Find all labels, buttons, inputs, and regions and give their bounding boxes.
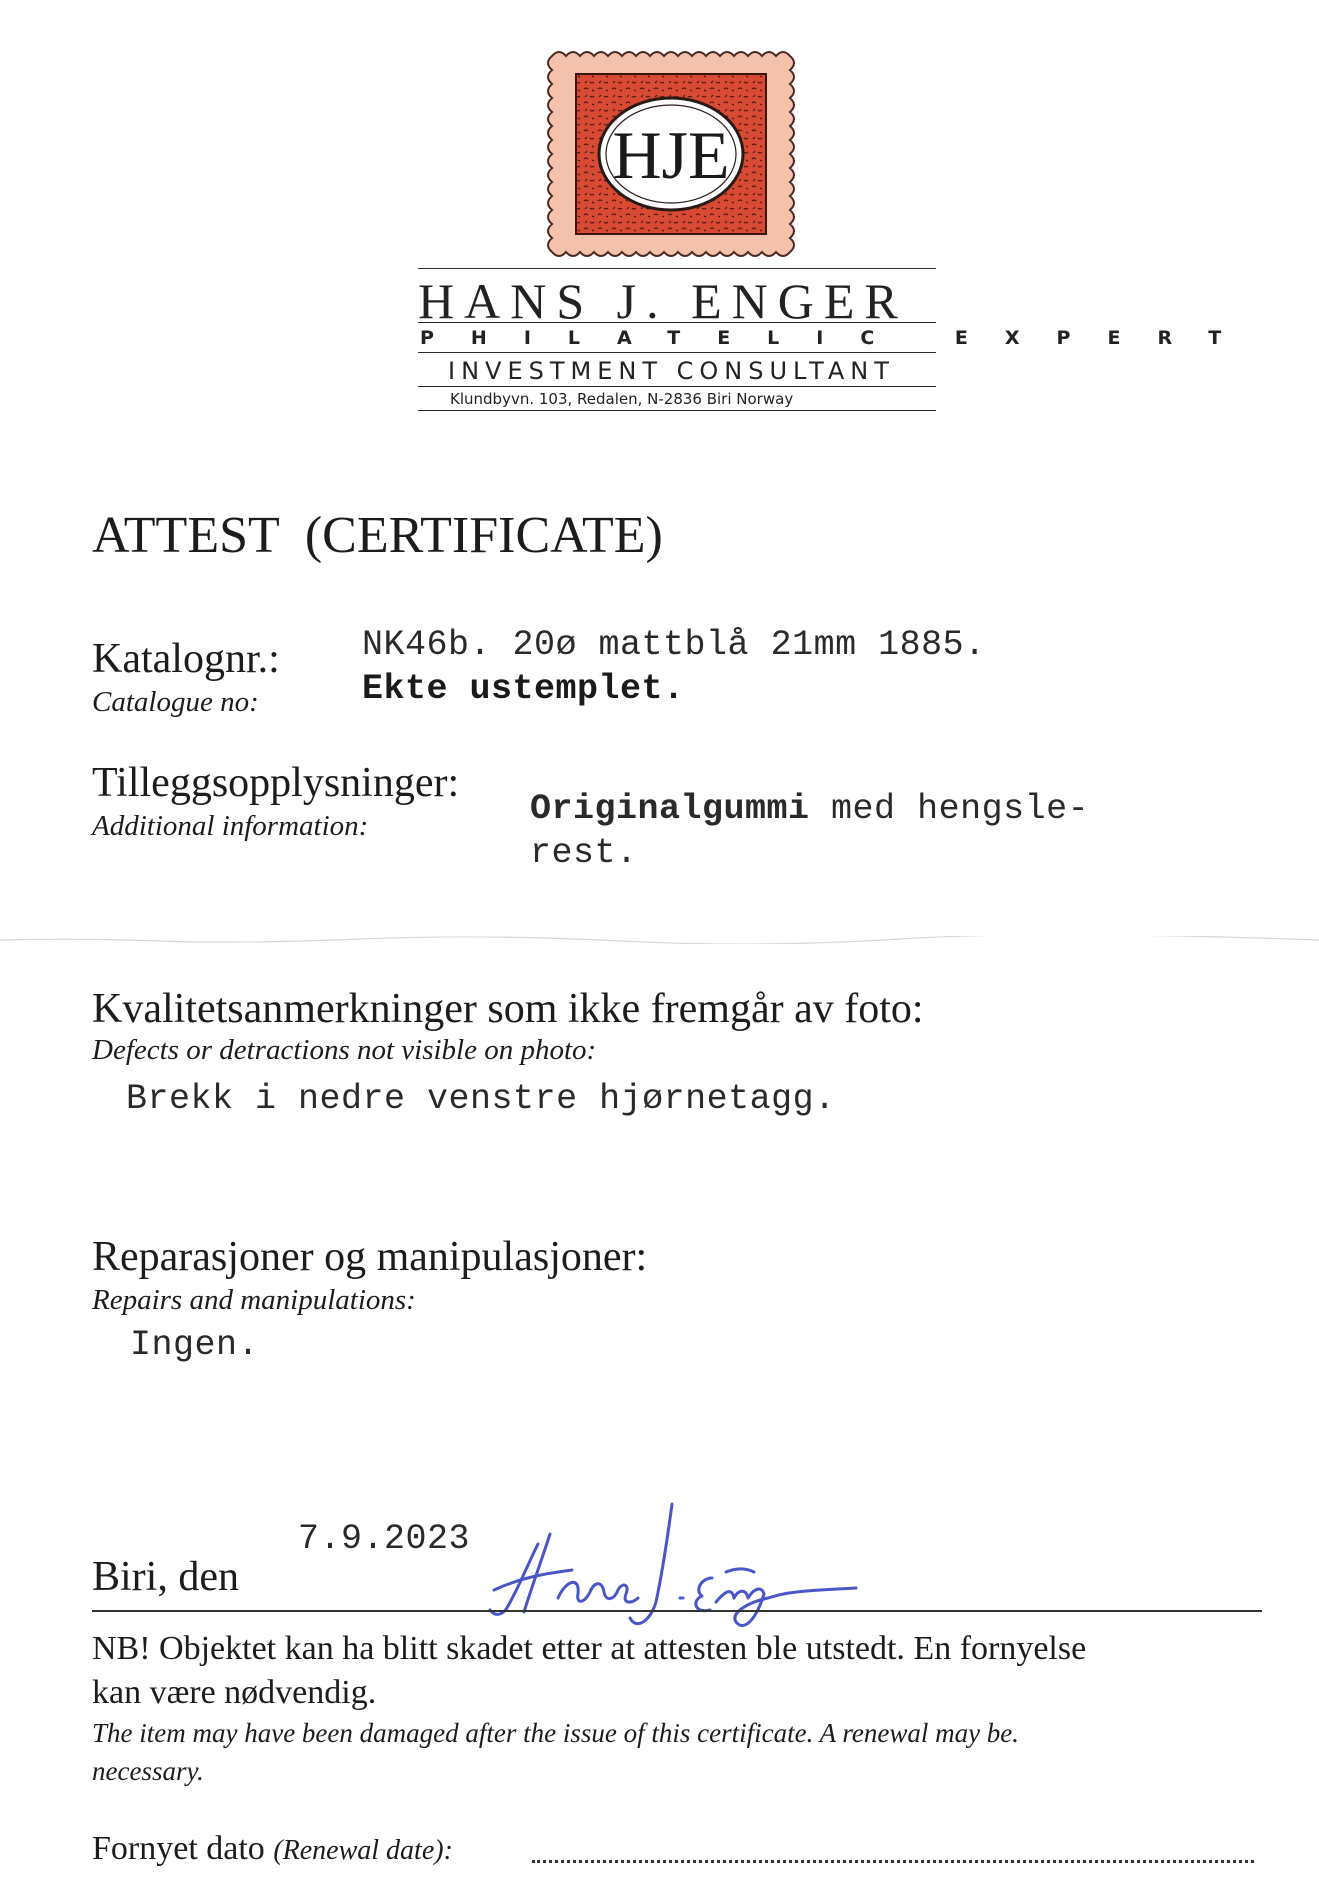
expert-name: HANS J. ENGER [418, 273, 908, 329]
catalogue-value-line1: NK46b. 20ø mattblå 21mm 1885. [362, 625, 986, 665]
renewal-date-field[interactable] [532, 1860, 1254, 1863]
notice-line2-en: necessary. [92, 1756, 204, 1786]
catalogue-label: Katalognr.: [92, 636, 280, 682]
date-value: 7.9.2023 [298, 1519, 471, 1559]
renewal-label: Fornyet dato [92, 1830, 265, 1867]
additional-value-line1 [530, 789, 1090, 829]
repairs-label: Reparasjoner og manipulasjoner: [92, 1234, 648, 1280]
additional-value-bold: Originalgummi [530, 789, 810, 829]
additional-label-en: Additional information: [92, 810, 369, 842]
defects-value: Brekk i nedre venstre hjørnetagg. [126, 1079, 836, 1119]
renewal-label-en: (Renewal date): [273, 1835, 453, 1866]
additional-value-line2: rest. [530, 833, 638, 873]
handwritten-signature [480, 1494, 870, 1634]
catalogue-label-en: Catalogue no: [92, 686, 259, 718]
renewal-label-row [92, 1832, 453, 1866]
expert-subtitle: INVESTMENT CONSULTANT [448, 357, 895, 385]
additional-value-rest: med hengsle- [809, 789, 1090, 829]
expert-title: PHILATELIC EXPERT [420, 327, 1259, 349]
hje-stamp-logo [540, 44, 805, 266]
paper-fold-line [0, 936, 1319, 944]
repairs-value: Ingen. [130, 1325, 260, 1365]
expert-address: Klundbyvn. 103, Redalen, N-2836 Biri Norway [450, 390, 794, 408]
notice-line1-en: The item may have been damaged after the issue of this certificate. A renewal may be. [92, 1718, 1020, 1748]
repairs-label-en: Repairs and manipulations: [92, 1284, 416, 1316]
place-label: Biri, den [92, 1554, 239, 1600]
defects-label-en: Defects or detractions not visible on photo: [92, 1034, 597, 1066]
notice-line2: kan være nødvendig. [92, 1674, 377, 1711]
signature-line [92, 1610, 1262, 1612]
letterhead [0, 0, 1319, 420]
catalogue-value-line2: Ekte ustemplet. [362, 669, 685, 709]
additional-label: Tilleggsopplysninger: [92, 760, 460, 806]
defects-label: Kvalitetsanmerkninger som ikke fremgår av foto: [92, 986, 924, 1032]
notice-line1: NB! Objektet kan ha blitt skadet etter at attesten ble utstedt. En fornyelse [92, 1630, 1087, 1667]
monogram-text: HJE [612, 117, 730, 193]
document-title: ATTEST (CERTIFICATE) [92, 507, 663, 564]
